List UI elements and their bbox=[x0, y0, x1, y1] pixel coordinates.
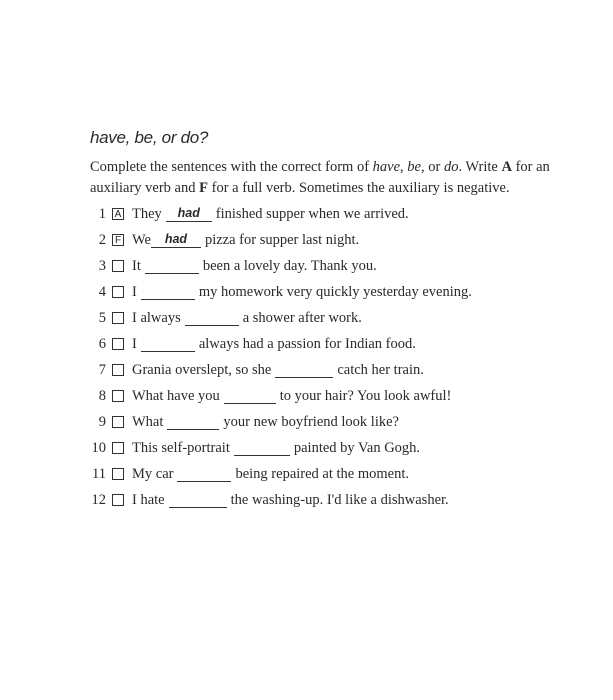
item-text-after: your new boyfriend look like? bbox=[223, 413, 399, 430]
item-text-before: I always bbox=[132, 309, 181, 326]
item-text-before: It bbox=[132, 257, 141, 274]
answer-blank[interactable] bbox=[141, 284, 195, 300]
answer-checkbox[interactable] bbox=[112, 468, 124, 480]
item-number: 8 bbox=[98, 387, 106, 404]
item-number: 3 bbox=[98, 257, 106, 274]
exercise-item bbox=[84, 436, 544, 460]
instr-text-1: Complete the sentences with the correct form of bbox=[90, 159, 373, 175]
answer-blank[interactable]: had bbox=[151, 232, 201, 248]
exercise-title: have, be, or do? bbox=[90, 128, 209, 147]
item-text-after: painted by Van Gogh. bbox=[293, 439, 421, 456]
item-number: 5 bbox=[98, 309, 106, 326]
item-number: 10 bbox=[91, 439, 106, 456]
exercise-item bbox=[84, 332, 544, 356]
answer-checkbox[interactable] bbox=[112, 338, 124, 350]
answer-checkbox[interactable]: F bbox=[112, 234, 124, 246]
item-text-after: pizza for supper last night. bbox=[204, 231, 360, 248]
item-text-after: finished supper when we arrived. bbox=[215, 205, 409, 222]
answer-blank[interactable] bbox=[141, 336, 195, 352]
answer-blank[interactable] bbox=[177, 466, 231, 482]
item-text-before: My car bbox=[132, 465, 174, 482]
item-text-after: the washing-up. I'd like a dishwasher. bbox=[230, 491, 449, 508]
answer-checkbox[interactable] bbox=[112, 364, 124, 376]
item-number: 2 bbox=[98, 231, 106, 248]
instr-letter-f: F bbox=[199, 180, 208, 196]
exercise-item bbox=[84, 228, 544, 252]
item-number: 6 bbox=[98, 335, 106, 352]
answer-blank[interactable] bbox=[145, 258, 199, 274]
answer-blank[interactable]: had bbox=[166, 206, 212, 222]
item-text-after: catch her train. bbox=[337, 361, 424, 378]
instr-sep-1: , bbox=[400, 159, 408, 175]
instr-word-be: be bbox=[407, 159, 421, 175]
answer-checkbox[interactable] bbox=[112, 286, 124, 298]
answer-blank[interactable] bbox=[169, 492, 227, 508]
item-text-after: a shower after work. bbox=[242, 309, 362, 326]
item-text-before: We bbox=[132, 231, 151, 248]
exercise-item bbox=[84, 358, 544, 382]
item-number: 12 bbox=[91, 491, 106, 508]
item-number: 1 bbox=[98, 205, 106, 222]
answer-checkbox[interactable] bbox=[112, 312, 124, 324]
item-number: 11 bbox=[92, 465, 106, 482]
exercise-item bbox=[84, 280, 544, 304]
instructions bbox=[90, 157, 550, 199]
item-text-before: What have you bbox=[132, 387, 220, 404]
exercise-item bbox=[84, 202, 544, 226]
instr-sep-2: , or bbox=[420, 159, 444, 175]
exercise-item bbox=[84, 488, 544, 512]
item-text-before: This self-portrait bbox=[132, 439, 230, 456]
answer-blank[interactable] bbox=[275, 362, 333, 378]
item-text-after: to your hair? You look awful! bbox=[279, 387, 452, 404]
item-text-after: been a lovely day. Thank you. bbox=[202, 257, 377, 274]
item-text-after: always had a passion for Indian food. bbox=[198, 335, 416, 352]
answer-blank[interactable] bbox=[167, 414, 219, 430]
instr-word-have: have bbox=[372, 159, 401, 175]
answer-checkbox[interactable] bbox=[112, 416, 124, 428]
instr-word-do: do bbox=[443, 159, 459, 175]
item-text-before: They bbox=[132, 205, 162, 222]
instr-text-4: for a full verb. Sometimes the auxiliary is negative. bbox=[207, 180, 510, 196]
answer-checkbox[interactable] bbox=[112, 442, 124, 454]
instr-letter-a: A bbox=[501, 159, 512, 175]
exercise-item bbox=[84, 254, 544, 278]
answer-checkbox[interactable] bbox=[112, 494, 124, 506]
item-text-after: being repaired at the moment. bbox=[235, 465, 410, 482]
item-text-before: I hate bbox=[132, 491, 165, 508]
answer-checkbox[interactable]: A bbox=[112, 208, 124, 220]
answer-blank[interactable] bbox=[185, 310, 239, 326]
item-text-after: my homework very quickly yesterday evening. bbox=[198, 283, 472, 300]
item-text-before: I bbox=[132, 335, 137, 352]
exercise-item bbox=[84, 462, 544, 486]
item-number: 7 bbox=[98, 361, 106, 378]
answer-blank[interactable] bbox=[224, 388, 276, 404]
instr-text-2: . Write bbox=[458, 159, 502, 175]
item-text-before: Grania overslept, so she bbox=[132, 361, 272, 378]
answer-checkbox[interactable] bbox=[112, 260, 124, 272]
answer-checkbox[interactable] bbox=[112, 390, 124, 402]
item-number: 9 bbox=[98, 413, 106, 430]
item-number: 4 bbox=[98, 283, 106, 300]
item-text-before: I bbox=[132, 283, 137, 300]
exercise-item bbox=[84, 410, 544, 434]
exercise-item bbox=[84, 306, 544, 330]
exercise-item bbox=[84, 384, 544, 408]
item-text-before: What bbox=[132, 413, 164, 430]
answer-blank[interactable] bbox=[234, 440, 290, 456]
instr-text-3: for an auxiliary verb and bbox=[90, 159, 550, 196]
